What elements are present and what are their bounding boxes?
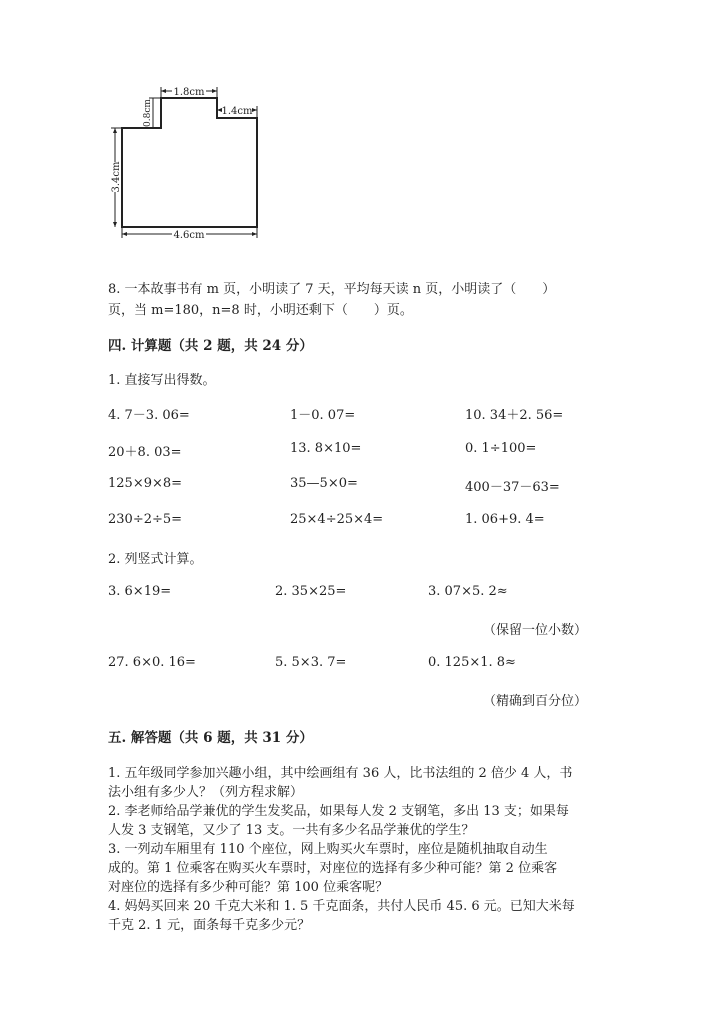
calc-r2-c1: 35—5×0= [290, 476, 358, 491]
s5-line: 对座位的选择有多少种可能？第 100 位乘客呢？ [108, 880, 389, 895]
s5-line: 千克 2. 1 元，面条每千克多少元？ [108, 918, 311, 933]
s5-line: 2. 李老师给品学兼优的学生发奖品，如果每人发 2 支钢笔，多出 13 支；如果每 [108, 804, 569, 819]
calc-r3-c0: 230÷2÷5= [108, 512, 183, 527]
note-round-hundredth: （精确到百分位） [483, 694, 588, 709]
label-top-width: 1.8cm [173, 87, 205, 98]
vert-r0-c1: 2. 35×25= [275, 584, 347, 599]
vert-r1-c0: 27. 6×0. 16= [108, 655, 196, 670]
q8-line2: 页，当 m=180，n=8 时，小明还剩下（ ）页。 [108, 303, 413, 318]
calc-r0-c0: 4. 7－3. 06= [108, 408, 190, 423]
q8-line1: 8. 一本故事书有 m 页，小明读了 7 天，平均每天读 n 页，小明读了（ ） [108, 282, 556, 297]
note-round-one-decimal: （保留一位小数） [483, 623, 588, 638]
vert-r0-c2: 3. 07×5. 2≈ [428, 584, 508, 599]
section4-title: 四. 计算题（共 2 题，共 24 分） [108, 338, 313, 354]
s5-line: 法小组有多少人？（列方程求解） [108, 785, 304, 800]
s5-line: 成的。第 1 位乘客在购买火车票时，对座位的选择有多少种可能？第 2 位乘客 [108, 861, 558, 876]
calc-r2-c2: 400－37－63= [465, 480, 560, 495]
calc-r3-c2: 1. 06+9. 4= [465, 512, 545, 527]
label-right-notch: 1.4cm [221, 106, 253, 117]
vert-r1-c2: 0. 125×1. 8≈ [428, 655, 516, 670]
calc-r1-c2: 0. 1÷100= [465, 441, 537, 456]
vert-r0-c0: 3. 6×19= [108, 584, 172, 599]
label-left-notch: 0.8cm [143, 99, 153, 127]
calc-r1-c0: 20＋8. 03= [108, 445, 182, 460]
s5-line: 1. 五年级同学参加兴趣小组，其中绘画组有 36 人，比书法组的 2 倍少 4 人，书 [108, 766, 573, 781]
section5-title: 五. 解答题（共 6 题，共 31 分） [108, 730, 313, 746]
s5-line: 人发 3 支钢笔，又少了 13 支。一共有多少名品学兼优的学生？ [108, 823, 475, 838]
calc-r0-c1: 1－0. 07= [290, 408, 356, 423]
calc-r2-c0: 125×9×8= [108, 476, 183, 491]
calc-r1-c1: 13. 8×10= [290, 441, 362, 456]
shape-figure [100, 80, 270, 245]
calc-r3-c1: 25×4÷25×4= [290, 512, 384, 527]
vert-r1-c1: 5. 5×3. 7= [275, 655, 347, 670]
label-height: 3.4cm [111, 161, 122, 193]
calc-r0-c2: 10. 34＋2. 56= [465, 408, 564, 423]
label-bottom-width: 4.6cm [173, 230, 205, 241]
section4-q1-title: 1. 直接写出得数。 [108, 373, 216, 388]
section4-q2-title: 2. 列竖式计算。 [108, 552, 203, 567]
s5-line: 3. 一列动车厢里有 110 个座位，网上购买火车票时，座位是随机抽取自动生 [108, 842, 548, 857]
s5-line: 4. 妈妈买回来 20 千克大米和 1. 5 千克面条，共付人民币 45. 6 元。已知大米每 [108, 899, 575, 914]
